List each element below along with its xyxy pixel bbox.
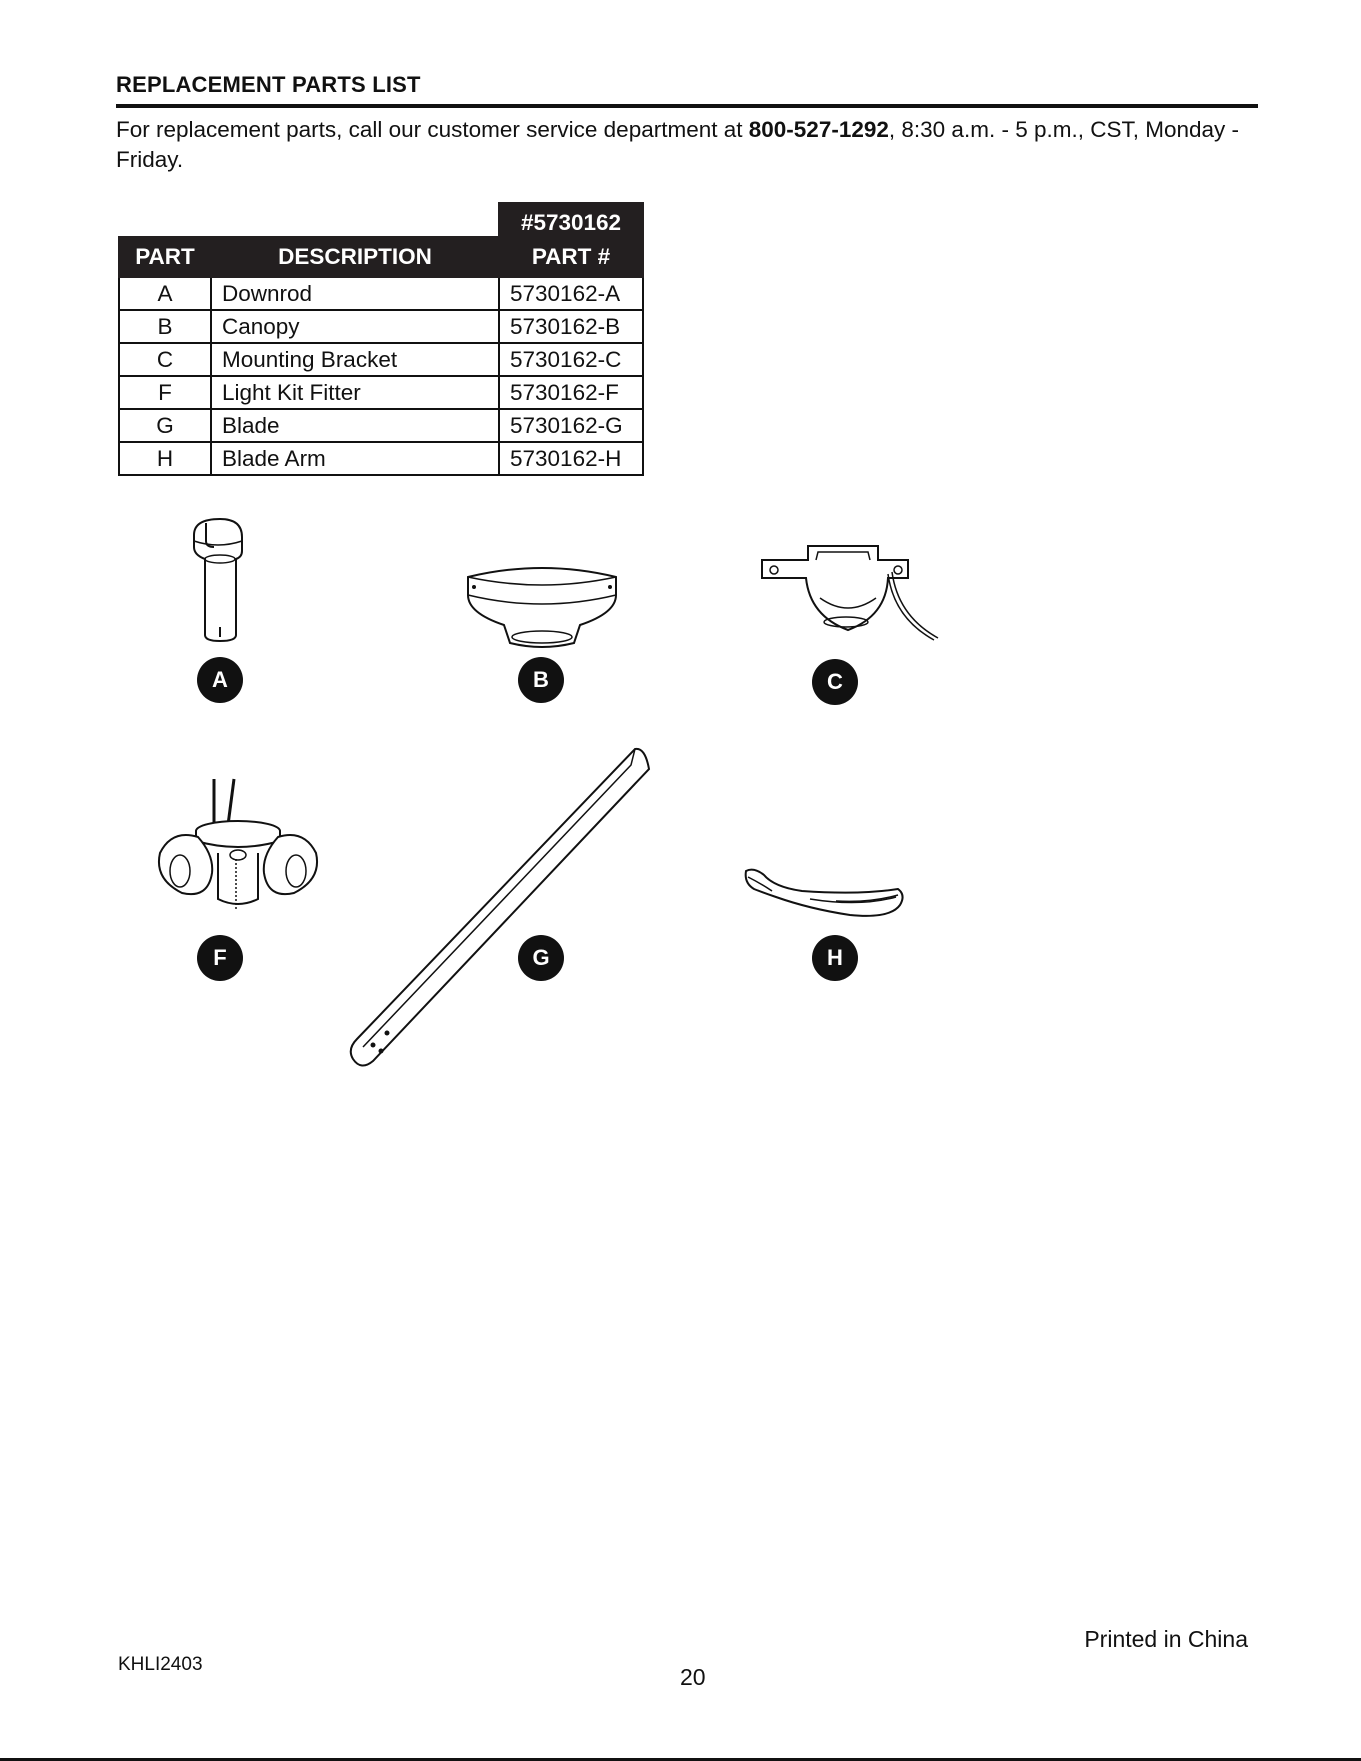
page-heading: REPLACEMENT PARTS LIST xyxy=(116,72,421,97)
table-row xyxy=(119,310,643,343)
part-label-a: A xyxy=(197,657,243,703)
intro-prefix: For replacement parts, call our customer service department at xyxy=(116,117,749,142)
cell-part-number: 5730162-G xyxy=(499,409,643,442)
cell-description: Canopy xyxy=(211,310,499,343)
canopy-illustration xyxy=(462,565,622,650)
table-row xyxy=(119,442,643,475)
cell-description: Mounting Bracket xyxy=(211,343,499,376)
intro-paragraph xyxy=(116,115,1266,175)
cell-part: H xyxy=(119,442,211,475)
header-part-number: PART # xyxy=(499,237,643,277)
mounting-bracket-illustration xyxy=(758,538,943,648)
cell-part-number: 5730162-F xyxy=(499,376,643,409)
cell-part: G xyxy=(119,409,211,442)
cell-part-number: 5730162-B xyxy=(499,310,643,343)
cell-part-number: 5730162-C xyxy=(499,343,643,376)
blade-illustration xyxy=(345,745,660,1070)
page-number: 20 xyxy=(680,1664,706,1690)
part-label-h: H xyxy=(812,935,858,981)
part-label-c: C xyxy=(812,659,858,705)
model-number-header: #5730162 xyxy=(499,203,643,237)
intro-suffix: , 8:30 a.m. - 5 p.m., CST, Monday - Friday. xyxy=(116,117,1240,172)
header-part: PART xyxy=(119,237,211,277)
phone-number: 800-527-1292 xyxy=(748,117,889,142)
cell-part: C xyxy=(119,343,211,376)
heading-rule xyxy=(116,104,1258,108)
cell-part: B xyxy=(119,310,211,343)
cell-part-number: 5730162-A xyxy=(499,277,643,310)
blade-arm-illustration xyxy=(740,865,908,925)
cell-description: Light Kit Fitter xyxy=(211,376,499,409)
printed-in-text: Printed in China xyxy=(1084,1626,1248,1652)
cell-part-number: 5730162-H xyxy=(499,442,643,475)
downrod-illustration xyxy=(180,515,260,645)
part-label-g: G xyxy=(518,935,564,981)
cell-part: A xyxy=(119,277,211,310)
table-row xyxy=(119,376,643,409)
cell-part: F xyxy=(119,376,211,409)
table-row xyxy=(119,277,643,310)
document-code: KHLI2403 xyxy=(118,1654,203,1675)
light-kit-illustration xyxy=(152,775,324,920)
cell-description: Downrod xyxy=(211,277,499,310)
parts-table xyxy=(118,202,644,476)
part-label-b: B xyxy=(518,657,564,703)
table-row xyxy=(119,409,643,442)
header-description: DESCRIPTION xyxy=(211,237,499,277)
part-label-f: F xyxy=(197,935,243,981)
cell-description: Blade xyxy=(211,409,499,442)
cell-description: Blade Arm xyxy=(211,442,499,475)
table-row xyxy=(119,343,643,376)
